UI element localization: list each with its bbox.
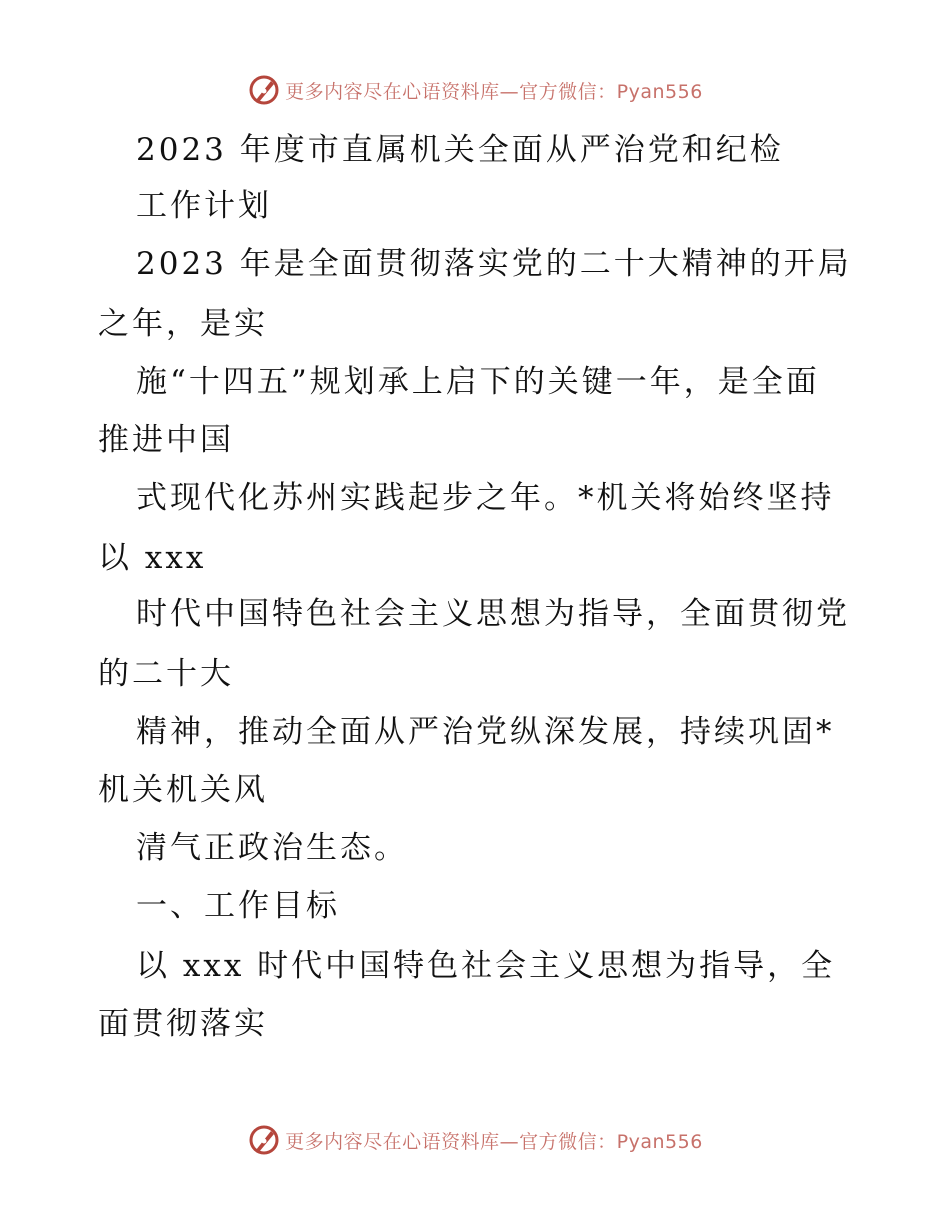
- header-banner-text: 更多内容尽在心语资料库—官方微信：Pyan556: [285, 80, 703, 103]
- title-line-2: 工作计划: [136, 188, 272, 224]
- title-line-1: 2023 年度市直属机关全面从严治党和纪检: [136, 132, 784, 168]
- paragraph-line: 面贯彻落实: [98, 1006, 268, 1042]
- footer-banner: [0, 1120, 950, 1160]
- paragraph-line: 以 xxx: [98, 540, 207, 576]
- paragraph-line: 的二十大: [98, 656, 234, 692]
- paragraph-line: 施“十四五”规划承上启下的关键一年，是全面: [136, 364, 820, 400]
- footer-banner-text: 更多内容尽在心语资料库—官方微信：Pyan556: [285, 1130, 703, 1153]
- paragraph-line: 之年，是实: [98, 306, 268, 342]
- paragraph-line: 推进中国: [98, 422, 234, 458]
- paragraph-line: 式现代化苏州实践起步之年。*机关将始终坚持: [136, 480, 835, 516]
- paragraph-line: 机关机关风: [98, 772, 268, 808]
- header-banner: [0, 70, 950, 110]
- paragraph-line: 以 xxx 时代中国特色社会主义思想为指导，全: [136, 948, 836, 984]
- paragraph-line: 清气正政治生态。: [136, 830, 408, 866]
- paragraph-line: 时代中国特色社会主义思想为指导，全面贯彻党: [136, 596, 850, 632]
- paragraph-line: 2023 年是全面贯彻落实党的二十大精神的开局: [136, 246, 852, 282]
- section-heading: 一、工作目标: [136, 888, 340, 924]
- pen-logo-icon: [247, 73, 281, 107]
- paragraph-line: 精神，推动全面从严治党纵深发展，持续巩固*: [136, 714, 835, 750]
- pen-logo-icon: [247, 1123, 281, 1157]
